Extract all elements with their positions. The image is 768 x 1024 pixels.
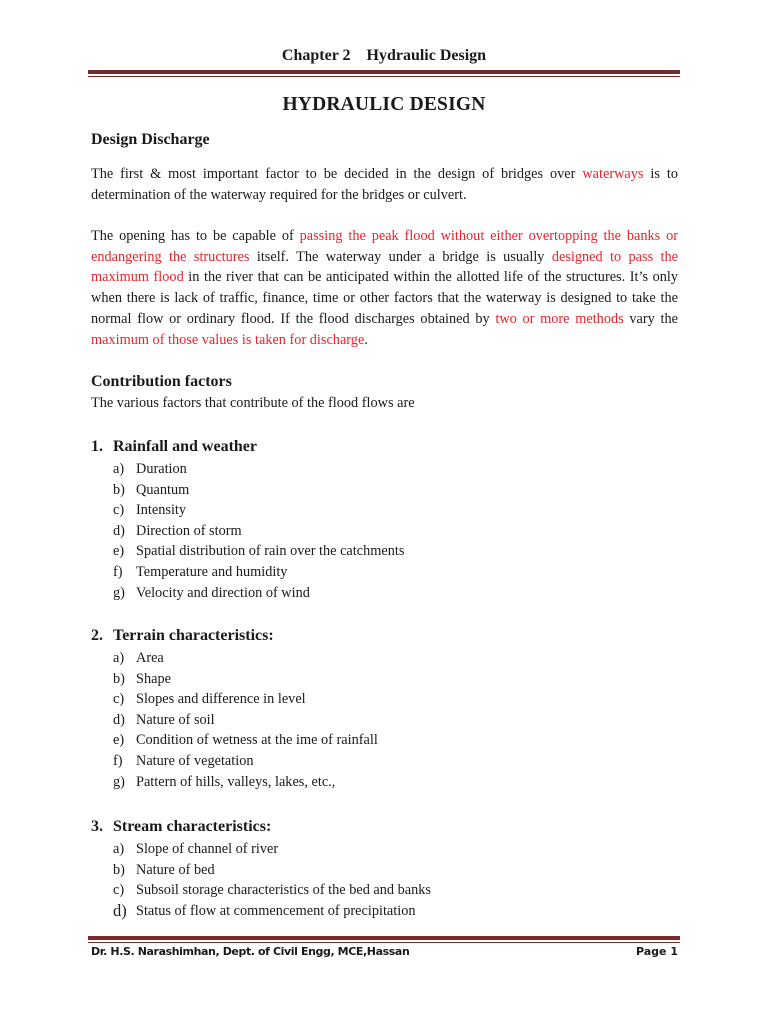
item-letter: c): [113, 502, 125, 519]
paragraph-text: vary the: [623, 310, 678, 327]
paragraph-text: itself. The waterway under a bridge is usually: [249, 248, 552, 265]
item-text: Nature of bed: [136, 861, 215, 878]
item-text: Pattern of hills, valleys, lakes, etc.,: [136, 773, 336, 790]
item-letter: a): [113, 650, 125, 666]
item-text: Slopes and difference in level: [136, 691, 306, 708]
header-rule: [88, 70, 680, 74]
footer-rule: [88, 936, 680, 940]
item-text: Subsoil storage characteristics of the bed and banks: [136, 882, 431, 899]
highlighted-text: waterways: [582, 166, 644, 182]
item-letter: a): [113, 841, 125, 857]
chapter-number: Chapter 2: [281, 47, 351, 64]
highlighted-text: two or more methods: [495, 310, 624, 327]
chapter-title: Hydraulic Design: [366, 47, 487, 64]
item-letter: f): [113, 563, 123, 580]
highlighted-text: designed to pass the maximum flood: [91, 248, 678, 286]
item-text: Area: [136, 650, 164, 666]
item-text: Nature of soil: [136, 711, 215, 728]
section-title: Stream characteristics:: [113, 818, 272, 835]
item-letter: d): [113, 900, 127, 920]
section-number: 2.: [91, 627, 103, 644]
running-header: [0, 47, 768, 65]
header-rule-thin: [88, 76, 680, 77]
paragraph-text: The opening has to be capable of: [91, 228, 300, 244]
section-title: Terrain characteristics:: [113, 627, 274, 644]
highlighted-text: maximum of those values is taken for discharge: [91, 331, 365, 348]
item-letter: b): [113, 861, 125, 878]
item-letter: g): [113, 584, 125, 601]
item-text: Velocity and direction of wind: [136, 584, 310, 601]
item-text: Direction of storm: [136, 522, 242, 539]
section-heading-stream: [91, 818, 271, 836]
item-text: Shape: [136, 670, 171, 687]
item-letter: d): [113, 522, 125, 539]
item-letter: e): [113, 543, 125, 560]
contribution-intro: The various factors that contribute of the flood flows are: [91, 395, 415, 411]
section-heading-terrain: [91, 627, 274, 645]
item-letter: g): [113, 773, 125, 790]
item-text: Spatial distribution of rain over the catchments: [136, 543, 405, 560]
item-text: Intensity: [136, 502, 187, 519]
contribution-factors-heading: Contribution factors: [91, 373, 232, 390]
item-text: Duration: [136, 461, 187, 477]
item-text: Status of flow at commencement of precipitation: [136, 902, 416, 919]
section-title: Rainfall and weather: [113, 438, 257, 455]
item-letter: a): [113, 461, 125, 477]
footer-rule-thin: [88, 942, 680, 943]
item-letter: e): [113, 732, 125, 749]
item-text: Temperature and humidity: [136, 563, 288, 580]
item-letter: d): [113, 711, 125, 728]
paragraph-text: is to determination of the waterway required for the bridges or culvert.: [91, 166, 678, 203]
item-letter: c): [113, 882, 125, 899]
item-text: Quantum: [136, 481, 190, 498]
item-text: Nature of vegetation: [136, 752, 254, 769]
highlighted-text: passing the peak flood without either overtopping the banks or endangering the structures: [91, 228, 678, 265]
item-letter: b): [113, 481, 125, 498]
item-text: Slope of channel of river: [136, 841, 279, 857]
item-letter: f): [113, 752, 123, 769]
paragraph-text: in the river that can be anticipated within the allotted life of the structures. It’s only when there is lack of traffic, finance, time or other factors that the waterway is designed to take the normal flow or ordinary flood. If the flood discharges obtained by: [91, 269, 679, 327]
section-number: 1.: [91, 438, 103, 455]
design-discharge-paragraph-1: [91, 164, 678, 205]
item-letter: b): [113, 670, 125, 687]
item-text: Condition of wetness at the ime of rainfall: [136, 732, 378, 749]
section-heading-rainfall: [91, 438, 257, 456]
design-discharge-paragraph-2: [91, 226, 678, 350]
design-discharge-heading: Design Discharge: [91, 131, 210, 148]
footer-author: Dr. H.S. Narashimhan, Dept. of Civil Engg, MCE,Hassan: [91, 945, 410, 958]
item-letter: c): [113, 691, 125, 708]
paragraph-text: The first & most important factor to be decided in the design of bridges over: [91, 166, 583, 182]
page-number: Page 1: [635, 945, 678, 958]
page-title: HYDRAULIC DESIGN: [282, 94, 486, 115]
section-number: 3.: [91, 818, 103, 835]
paragraph-text: .: [364, 331, 368, 348]
